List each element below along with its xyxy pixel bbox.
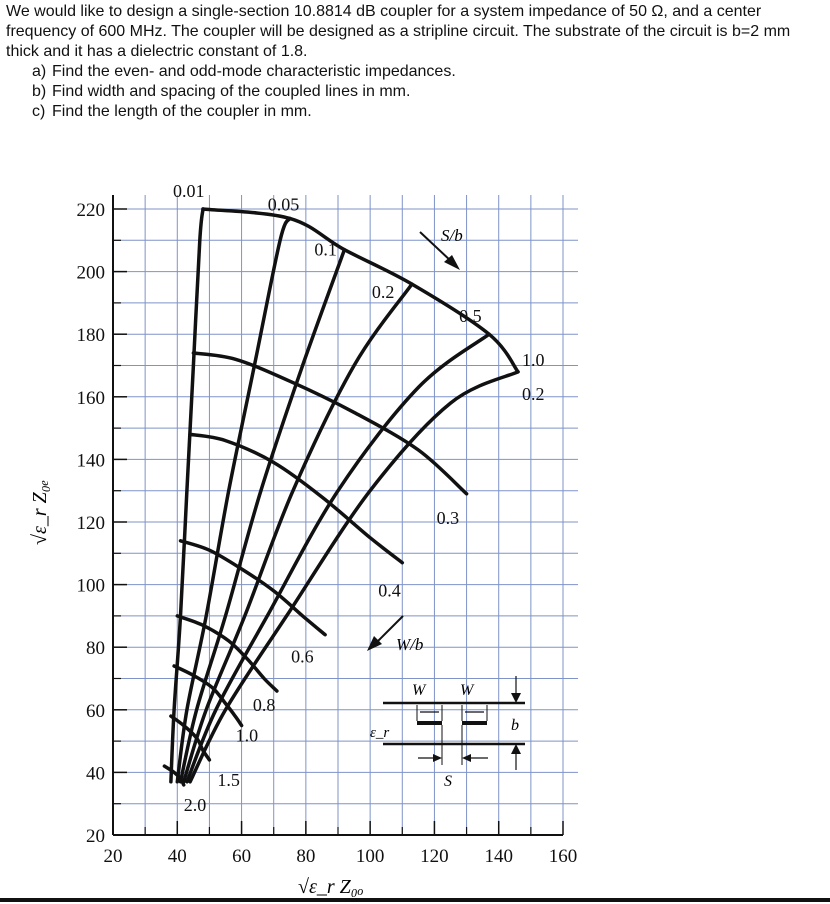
b-label: b [511, 717, 519, 734]
x-tick-label: 160 [548, 846, 578, 867]
y-tick-label: 220 [76, 200, 105, 221]
x-axis-title-text: √ε_r Z₀ₒ [298, 876, 364, 898]
part-label-b: b) [32, 83, 47, 100]
width-label-right: W [460, 682, 474, 699]
y-tick-label: 200 [76, 262, 105, 284]
y-tick-label: 140 [76, 450, 105, 472]
s-over-b-curve-label: 0.05 [267, 194, 300, 215]
w-over-b-curve-label: 0.4 [378, 580, 401, 601]
y-tick-label: 60 [86, 700, 105, 722]
y-axis-title-text: √ε_r Z₀ₑ [29, 480, 51, 545]
spacing-arrow-left [433, 754, 442, 762]
x-tick-label: 140 [484, 846, 513, 867]
spacing-label: S [444, 773, 452, 790]
s-over-b-annotation [420, 226, 463, 270]
x-tick-label: 60 [232, 846, 252, 867]
part-text-a: Find the even- and odd-mode characteristic impedances. [52, 63, 456, 80]
b-arrow-top [511, 693, 521, 703]
width-label-left: W [412, 682, 426, 699]
w-over-b-curve-label: 1.5 [217, 769, 240, 790]
s-over-b-curve-label: 0.01 [173, 181, 205, 201]
y-tick-label: 160 [76, 387, 105, 409]
x-tick-label: 40 [167, 846, 187, 867]
w-over-b-annotation [367, 616, 423, 654]
x-tick-label: 100 [355, 846, 385, 867]
s-over-b-label: S/b [441, 226, 463, 245]
x-axis-title [298, 876, 364, 898]
s-over-b-curve [171, 209, 203, 782]
y-tick-label: 40 [86, 763, 105, 785]
w-over-b-curve-label: 2.0 [183, 794, 207, 815]
b-arrow-bottom [511, 744, 521, 754]
s-over-b-curve-label: 0.1 [314, 239, 337, 260]
part-text-c: Find the length of the coupler in mm. [52, 103, 312, 120]
s-over-b-curve-label: 1.0 [522, 349, 545, 370]
w-over-b-label: W/b [396, 635, 424, 654]
strip-left [417, 721, 442, 725]
part-text-b: Find width and spacing of the coupled lines in mm. [52, 83, 411, 100]
w-over-b-curve-label: 0.2 [522, 383, 545, 404]
epsilon-r-label: ε_r [370, 725, 390, 741]
w-over-b-curve-label: 1.0 [235, 725, 259, 746]
part-label-a: a) [32, 63, 47, 80]
s-over-b-curve-label: 0.2 [371, 282, 395, 303]
bottom-rule [0, 898, 830, 902]
x-tick-label: 20 [103, 846, 123, 867]
strip-right [462, 721, 487, 725]
y-axis-title [29, 480, 51, 545]
x-tick-label: 80 [296, 846, 316, 867]
problem-intro: We would like to design a single-section 10.8814 dB coupler for a system impedance of 50 Ω, and a center frequency of 600 MHz. The coupler will be designed as a stripline circuit. The substrate of the circuit is b=2 mm thick and it has a dielectric constant of 1.8. [6, 3, 791, 60]
w-over-b-curve-label: 0.6 [291, 646, 314, 667]
x-tick-label: 120 [420, 846, 449, 867]
s-over-b-curve-label: 0.5 [459, 306, 482, 327]
y-tick-label: 20 [86, 826, 105, 847]
w-over-b-curve-label: 0.8 [252, 695, 276, 716]
w-over-b-curve-label: 0.3 [436, 507, 460, 528]
y-tick-label: 120 [76, 513, 105, 534]
y-tick-label: 100 [76, 575, 105, 597]
y-tick-label: 180 [76, 325, 105, 347]
y-tick-label: 80 [86, 638, 105, 660]
part-label-c: c) [32, 103, 46, 120]
